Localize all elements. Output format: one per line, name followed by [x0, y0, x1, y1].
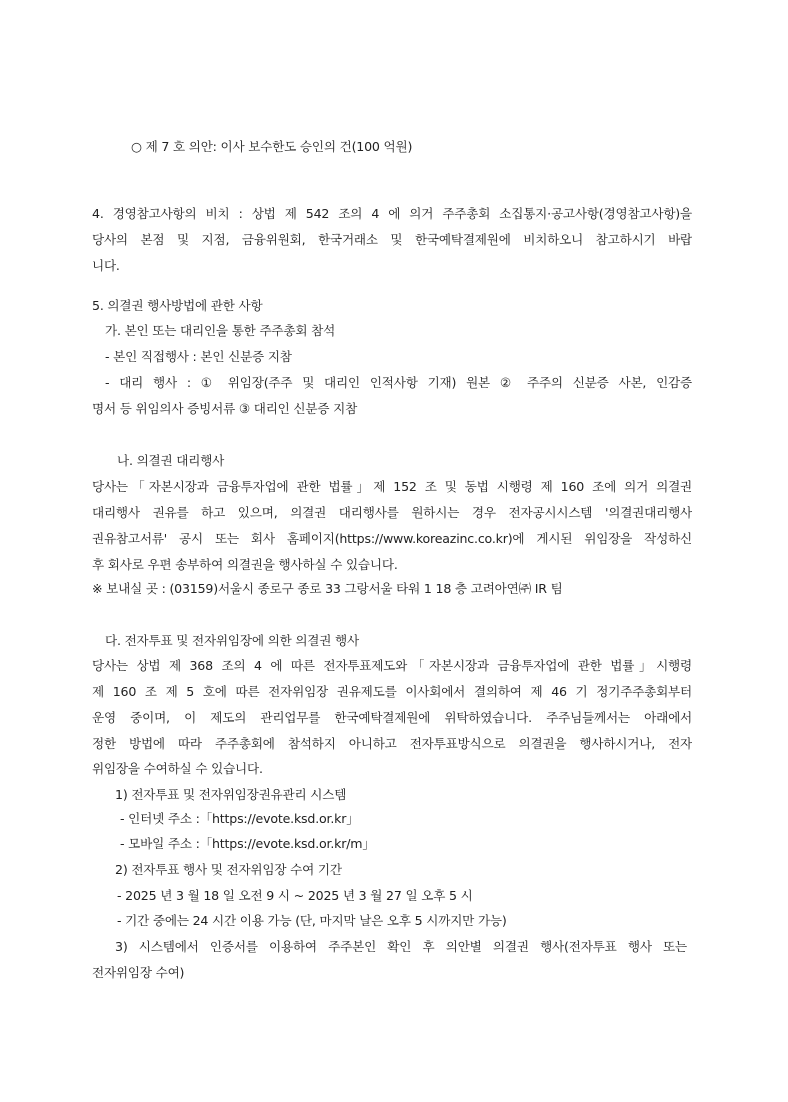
section5-na-body-2: 대리행사 권유를 하고 있으며, 의결권 대리행사를 원하시는 경우 전자공시시스템 '의결권대리행사 — [92, 505, 692, 520]
section5-da-mobile-address: - 모바일 주소 :「https://evote.ksd.or.kr/m」 — [120, 836, 375, 851]
section5-na-address: ※ 보내실 곳 : (03159)서울시 종로구 종로 33 그랑서울 타워 1 18 층 고려아연㈜ IR 팀 — [92, 581, 563, 596]
section5-da-period-note: - 기간 중에는 24 시간 이용 가능 (단, 마지막 날은 오후 5 시까지만 가능) — [117, 913, 507, 928]
section5-da-internet-address: - 인터넷 주소 :「https://evote.ksd.or.kr」 — [120, 811, 359, 826]
section4-line-2: 당사의 본점 및 지점, 금융위원회, 한국거래소 및 한국예탁결제원에 비치하오니 참고하시기 바랍 — [92, 232, 692, 247]
section5-da-title: 다. 전자투표 및 전자위임장에 의한 의결권 행사 — [105, 633, 359, 648]
section5-da-body-4: 정한 방법에 따라 주주총회에 참석하지 아니하고 전자투표방식으로 의결권을 행사하시거나, 전자 — [92, 736, 692, 751]
section5-da-body-2: 제 160 조 제 5 호에 따른 전자위임장 권유제도를 이사회에서 결의하여 제 46 기 정기주주총회부터 — [92, 684, 692, 699]
section5-da-item-3-line-2: 전자위임장 수여) — [92, 965, 185, 980]
section5-da-period: - 2025 년 3 월 18 일 오전 9 시 ~ 2025 년 3 월 27 일 오후 5 시 — [117, 888, 473, 903]
section5-da-item-2: 2) 전자투표 행사 및 전자위임장 수여 기간 — [115, 862, 342, 877]
section5-da-item-1: 1) 전자투표 및 전자위임장권유관리 시스템 — [115, 787, 347, 802]
section4-line-1: 4. 경영참고사항의 비치 : 상법 제 542 조의 4 에 의거 주주총회 소집통지·공고사항(경영참고사항)을 — [92, 206, 692, 221]
section5-na-body-4: 후 회사로 우편 송부하여 의결권을 행사하실 수 있습니다. — [92, 557, 398, 572]
section5-da-body-5: 위임장을 수여하실 수 있습니다. — [92, 761, 263, 776]
agenda-item-7: ○ 제 7 호 의안: 이사 보수한도 승인의 건(100 억원) — [131, 139, 413, 154]
section5-na-title: 나. 의결권 대리행사 — [117, 453, 225, 468]
section5-ga-proxy-line-2: 명서 등 위임의사 증빙서류 ③ 대리인 신분증 지참 — [92, 401, 358, 416]
section5-ga-self: - 본인 직접행사 : 본인 신분증 지참 — [105, 349, 292, 364]
section5-ga-proxy-line-1: - 대리 행사 : ① 위임장(주주 및 대리인 인적사항 기재) 원본 ② 주주의 신분증 사본, 인감증 — [105, 375, 692, 390]
section4-line-3: 니다. — [92, 258, 120, 273]
section5-da-item-3-line-1: 3) 시스템에서 인증서를 이용하여 주주본인 확인 후 의안별 의결권 행사(전자투표 행사 또는 — [115, 939, 687, 954]
section5-ga-title: 가. 본인 또는 대리인을 통한 주주총회 참석 — [105, 323, 336, 338]
section5-da-body-3: 운영 중이며, 이 제도의 관리업무를 한국예탁결제원에 위탁하였습니다. 주주님들께서는 아래에서 — [92, 710, 692, 725]
section5-da-body-1: 당사는 상법 제 368 조의 4 에 따른 전자투표제도와「자본시장과 금융투자업에 관한 법률」시행령 — [92, 658, 692, 673]
section5-na-body-3: 권유참고서류' 공시 또는 회사 홈페이지(https://www.koreazinc.co.kr)에 게시된 위임장을 작성하신 — [92, 531, 692, 546]
section5-title: 5. 의결권 행사방법에 관한 사항 — [92, 298, 263, 313]
section5-na-body-1: 당사는「자본시장과 금융투자업에 관한 법률」제 152 조 및 동법 시행령 제 160 조에 의거 의결권 — [92, 479, 692, 494]
